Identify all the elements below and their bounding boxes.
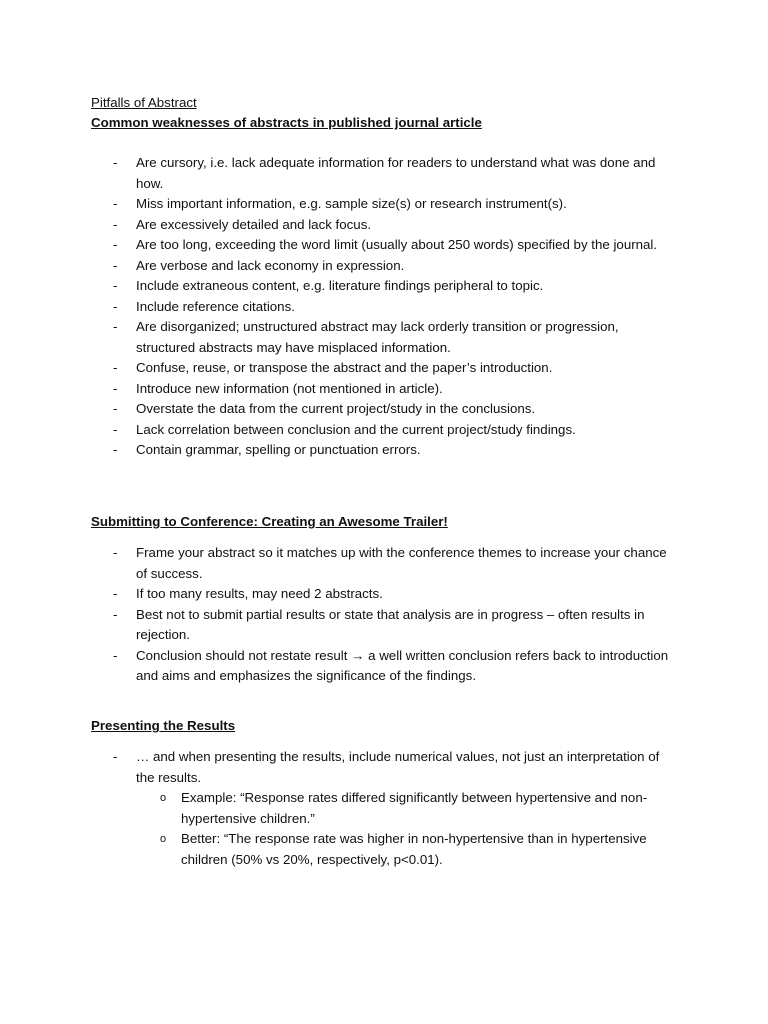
- list-item: - Frame your abstract so it matches up with the conference themes to increase your chance of success.: [0, 543, 768, 584]
- list-item: [0, 646, 768, 687]
- list-item: - Are verbose and lack economy in expression.: [0, 256, 768, 277]
- list-item: - Are disorganized; unstructured abstract may lack orderly transition or progression, structured abstracts may have misplaced information.: [0, 317, 768, 358]
- list-item: - Include extraneous content, e.g. literature findings peripheral to topic.: [0, 276, 768, 297]
- results-list: [0, 747, 768, 870]
- section-title-pitfalls: Pitfalls of Abstract: [91, 95, 197, 110]
- sublist-item: o Example: “Response rates differed significantly between hypertensive and non-hypertensive children.”: [136, 788, 678, 829]
- results-item-text: … and when presenting the results, include numerical values, not just an interpretation of the results.: [136, 749, 660, 785]
- list-item: [0, 747, 768, 870]
- section-subtitle-weaknesses: Common weaknesses of abstracts in published journal article: [91, 115, 482, 130]
- weaknesses-list: [0, 153, 768, 461]
- list-item: - Are excessively detailed and lack focus.: [0, 215, 768, 236]
- list-item: - Contain grammar, spelling or punctuation errors.: [0, 440, 768, 461]
- results-sublist: [136, 788, 678, 870]
- sublist-item: o Better: “The response rate was higher in non-hypertensive than in hypertensive children (50% vs 20%, respectively, p<0.01).: [136, 829, 678, 870]
- section-title-results: Presenting the Results: [91, 718, 236, 733]
- list-item: - If too many results, may need 2 abstracts.: [0, 584, 768, 605]
- list-item: - Include reference citations.: [0, 297, 768, 318]
- conclusion-text-after: a well written conclusion refers back to introduction and aims and emphasizes the significance of the findings.: [136, 647, 669, 683]
- list-item: - Introduce new information (not mentioned in article).: [0, 379, 768, 400]
- section-title-conference: Submitting to Conference: Creating an Awesome Trailer!: [91, 514, 448, 529]
- list-item: - Lack correlation between conclusion and the current project/study findings.: [0, 420, 768, 441]
- conclusion-text-before: Conclusion should not restate result: [136, 647, 348, 663]
- list-item: - Confuse, reuse, or transpose the abstract and the paper’s introduction.: [0, 358, 768, 379]
- list-item: - Miss important information, e.g. sample size(s) or research instrument(s).: [0, 194, 768, 215]
- list-item: - Overstate the data from the current project/study in the conclusions.: [0, 399, 768, 420]
- conference-list: [0, 543, 768, 687]
- list-item: - Are cursory, i.e. lack adequate information for readers to understand what was done and how.: [0, 153, 768, 194]
- list-item: - Are too long, exceeding the word limit (usually about 250 words) specified by the journal.: [0, 235, 768, 256]
- list-item: - Best not to submit partial results or state that analysis are in progress – often results in rejection.: [0, 605, 768, 646]
- right-arrow-icon: →: [351, 647, 365, 663]
